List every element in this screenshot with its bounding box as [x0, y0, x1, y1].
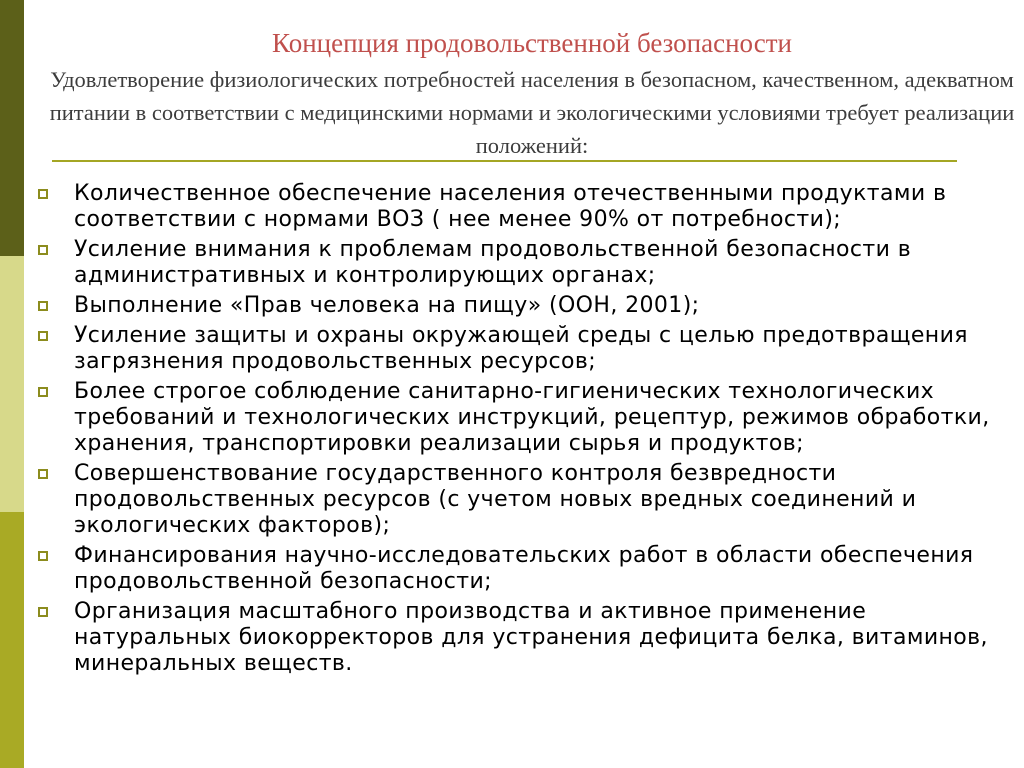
bullet-text: Более строгое соблюдение санитарно-гигиенических технологических требований и технологических инструкций, рецептур, режимов обработки, хранения, транспортировки реализации сырья и продуктов; [74, 379, 990, 456]
bullet-text: Выполнение «Прав человека на пищу» (ООН, 2001); [74, 293, 700, 318]
bullet-text: Организация масштабного производства и активное применение натуральных биокорректоров для устранения дефицита белка, витаминов, минеральных веществ. [74, 599, 988, 676]
hollow-square-icon [38, 607, 48, 617]
hollow-square-icon [38, 331, 48, 341]
slide-title: Концепция продовольственной безопасности [272, 28, 792, 58]
bullet-item [38, 461, 1010, 539]
bullet-text: Усиление защиты и охраны окружающей среды с целью предотвращения загрязнения продовольственных ресурсов; [74, 323, 968, 374]
bullet-text: Усиление внимания к проблемам продовольственной безопасности в административных и контролирующих органах; [74, 237, 912, 288]
hollow-square-icon [38, 551, 48, 561]
bullet-text: Совершенствование государственного контроля безвредности продовольственных ресурсов (с учетом новых вредных соединений и экологических факторов); [74, 461, 917, 538]
bullet-item [38, 379, 1010, 457]
slide-subtitle: Удовлетворение физиологических потребностей населения в безопасном, качественном, адекватном питании в соответствии с медицинскими нормами и экологическими условиями требует реализации положений: [49, 67, 1015, 158]
hollow-square-icon [38, 469, 48, 479]
bullet-text: Количественное обеспечение населения отечественными продуктами в соответствии с нормами ВОЗ ( нее менее 90% от потребности); [74, 181, 947, 232]
bullet-list [38, 181, 1010, 681]
bullet-item [38, 293, 1010, 319]
hollow-square-icon [38, 301, 48, 311]
title-block [40, 26, 1024, 162]
bullet-item [38, 323, 1010, 375]
hollow-square-icon [38, 245, 48, 255]
hollow-square-icon [38, 189, 48, 199]
sidebar-band-dark [0, 0, 24, 256]
hollow-square-icon [38, 387, 48, 397]
title-divider [52, 160, 957, 162]
sidebar-color-bands [0, 0, 24, 768]
bullet-item [38, 543, 1010, 595]
sidebar-band-medium [0, 512, 24, 768]
bullet-item [38, 181, 1010, 233]
bullet-item [38, 599, 1010, 677]
bullet-text: Финансирования научно-исследовательских работ в области обеспечения продовольственной безопасности; [74, 543, 974, 594]
bullet-item [38, 237, 1010, 289]
sidebar-band-light [0, 256, 24, 512]
